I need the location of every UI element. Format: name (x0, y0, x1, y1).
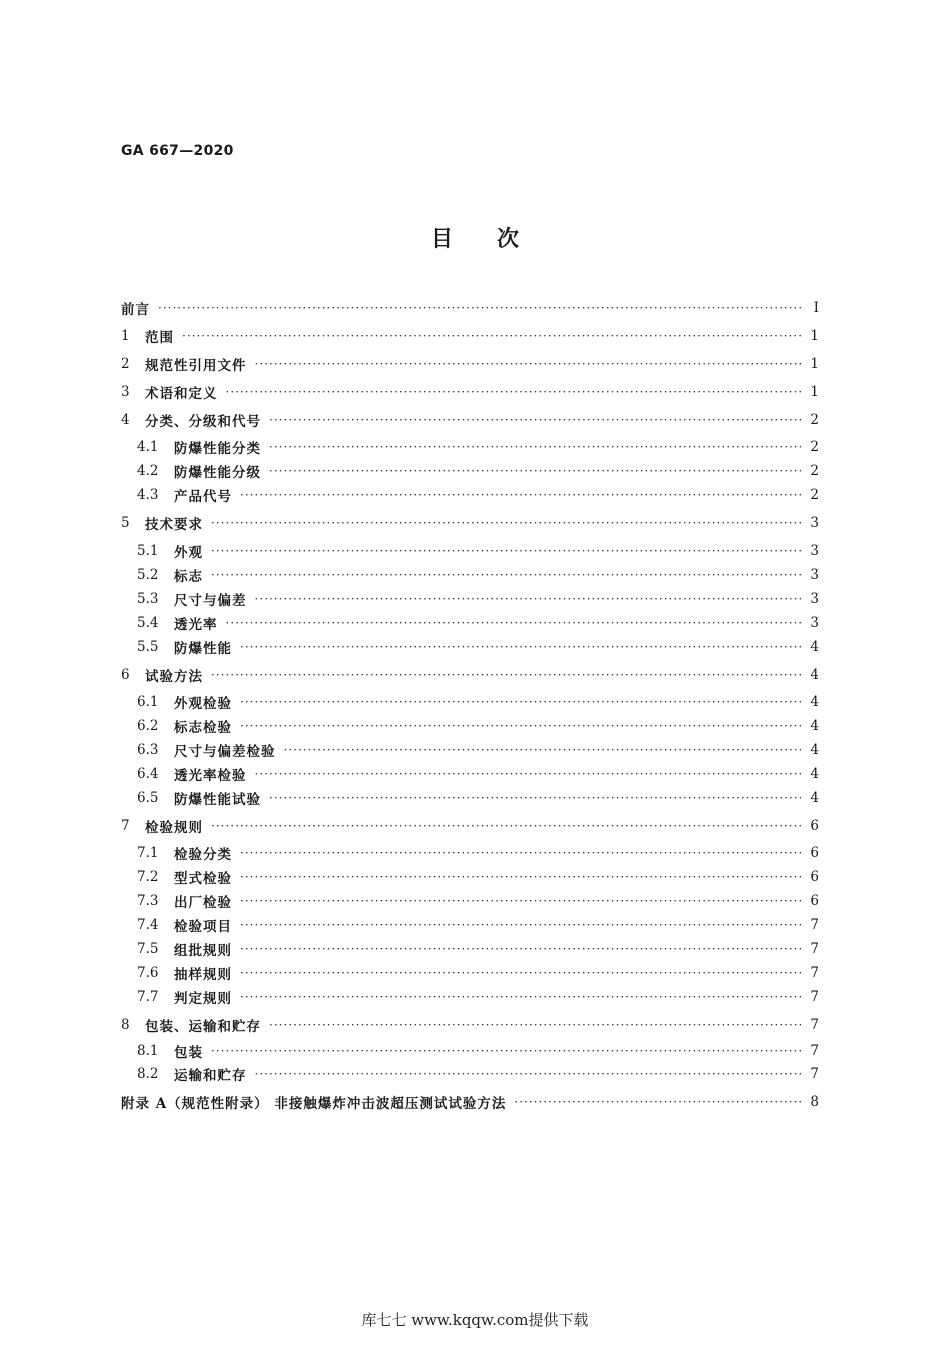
toc-entry-page: 4 (810, 742, 819, 758)
toc-entry-page: 6 (810, 893, 819, 909)
toc-entry-label: 防爆性能试验 (174, 792, 261, 808)
toc-entry-label: 术语和定义 (145, 386, 218, 402)
toc-entry-number: 5.5 (137, 639, 159, 655)
toc-entry-number: 7.1 (137, 845, 159, 861)
toc-leader-dots (240, 485, 801, 505)
toc-entry-number: 2 (121, 356, 130, 372)
toc-leader-dots (226, 613, 802, 633)
toc-leader-dots (158, 298, 801, 318)
toc-entry-label: 前言 (121, 302, 150, 318)
toc-entry[interactable] (121, 298, 819, 318)
toc-entry-page: 8 (810, 1094, 819, 1110)
toc-entry-number: 7.6 (137, 965, 159, 981)
toc-entry[interactable] (121, 513, 819, 533)
toc-entry-label: 检验规则 (145, 820, 203, 836)
toc-entry-label: 包装 (174, 1045, 203, 1061)
toc-leader-dots (240, 987, 801, 1007)
toc-entry-page: 3 (810, 543, 819, 559)
toc-entry-number: 4.3 (137, 487, 159, 503)
toc-entry-label: 规范性引用文件 (145, 358, 247, 374)
toc-leader-dots (211, 541, 801, 561)
toc-entry-label: 透光率 (174, 617, 218, 633)
toc-leader-dots (211, 1041, 801, 1061)
toc-entry-number: 7.5 (137, 941, 159, 957)
toc-entry[interactable] (121, 565, 819, 585)
toc-entry[interactable] (121, 764, 819, 784)
toc-entry-page: 7 (810, 989, 819, 1005)
toc-entry[interactable] (121, 915, 819, 935)
toc-leader-dots (514, 1092, 801, 1112)
toc-entry-label: 产品代号 (174, 489, 232, 505)
toc-entry-page: 2 (810, 412, 819, 428)
toc-entry[interactable] (121, 716, 819, 736)
toc-entry-page: 2 (810, 463, 819, 479)
toc-entry-page: 7 (810, 1066, 819, 1082)
toc-entry[interactable] (121, 816, 819, 836)
toc-leader-dots (240, 963, 801, 983)
toc-entry[interactable] (121, 740, 819, 760)
toc-leader-dots (240, 891, 801, 911)
toc-leader-dots (240, 867, 801, 887)
toc-entry-page: 4 (810, 639, 819, 655)
toc-leader-dots (284, 740, 802, 760)
toc-entry-label: 透光率检验 (174, 768, 247, 784)
toc-leader-dots (240, 716, 801, 736)
toc-entry-page: 4 (810, 694, 819, 710)
toc-leader-dots (255, 1064, 802, 1084)
toc-leader-dots (211, 816, 801, 836)
toc-entry[interactable] (121, 613, 819, 633)
toc-entry-label: 尺寸与偏差 (174, 593, 247, 609)
toc-entry-label: 抽样规则 (174, 967, 232, 983)
toc-entry-page: 4 (810, 718, 819, 734)
toc-entry-page: 6 (810, 845, 819, 861)
toc-entry[interactable] (121, 665, 819, 685)
toc-entry-page: I (813, 300, 819, 316)
toc-entry-label: 附录 A（规范性附录） 非接触爆炸冲击波超压测试试验方法 (121, 1096, 507, 1112)
toc-entry[interactable] (121, 1041, 819, 1061)
toc-entry-page: 1 (810, 384, 819, 400)
toc-entry[interactable] (121, 987, 819, 1007)
toc-leader-dots (269, 461, 801, 481)
toc-entry-page: 3 (810, 591, 819, 607)
footer-source-text: 库七七 www.kqqw.com提供下载 (361, 1311, 589, 1329)
toc-entry-number: 6.2 (137, 718, 159, 734)
toc-entry-page: 3 (810, 615, 819, 631)
toc-entry[interactable] (121, 485, 819, 505)
toc-entry[interactable] (121, 354, 819, 374)
toc-entry[interactable] (121, 382, 819, 402)
toc-leader-dots (211, 565, 801, 585)
toc-entry[interactable] (121, 589, 819, 609)
toc-leader-dots (240, 637, 801, 657)
toc-leader-dots (269, 788, 801, 808)
toc-entry[interactable] (121, 326, 819, 346)
toc-entry[interactable] (121, 843, 819, 863)
toc-leader-dots (269, 437, 801, 457)
toc-leader-dots (255, 589, 802, 609)
toc-leader-dots (211, 665, 801, 685)
toc-entry-number: 4 (121, 412, 130, 428)
toc-entry[interactable] (121, 788, 819, 808)
toc-entry-label: 包装、运输和贮存 (145, 1019, 261, 1035)
toc-entry-label: 组批规则 (174, 943, 232, 959)
toc-entry[interactable] (121, 963, 819, 983)
toc-entry-label: 型式检验 (174, 871, 232, 887)
toc-entry[interactable] (121, 410, 819, 430)
toc-entry[interactable] (121, 437, 819, 457)
toc-entry-page: 6 (810, 818, 819, 834)
toc-entry-page: 7 (810, 1017, 819, 1033)
toc-entry-page: 3 (810, 567, 819, 583)
toc-entry[interactable] (121, 891, 819, 911)
toc-leader-dots (240, 915, 801, 935)
toc-leader-dots (182, 326, 801, 346)
toc-entry-page: 7 (810, 965, 819, 981)
toc-entry-page: 7 (810, 941, 819, 957)
toc-entry-page: 7 (810, 1043, 819, 1059)
toc-entry[interactable] (121, 867, 819, 887)
toc-leader-dots (240, 692, 801, 712)
toc-entry-number: 8 (121, 1017, 130, 1033)
toc-leader-dots (269, 1015, 801, 1035)
toc-entry-number: 5.3 (137, 591, 159, 607)
toc-entry-number: 7.3 (137, 893, 159, 909)
toc-entry-label: 判定规则 (174, 991, 232, 1007)
toc-leader-dots (269, 410, 801, 430)
toc-entry-number: 5.4 (137, 615, 159, 631)
toc-entry-label: 检验分类 (174, 847, 232, 863)
toc-entry-number: 7.4 (137, 917, 159, 933)
toc-entry[interactable] (121, 637, 819, 657)
toc-entry-label: 尺寸与偏差检验 (174, 744, 276, 760)
toc-entry-label: 防爆性能分级 (174, 465, 261, 481)
toc-entry-page: 3 (810, 515, 819, 531)
toc-leader-dots (240, 843, 801, 863)
toc-entry[interactable] (121, 1015, 819, 1035)
toc-entry[interactable] (121, 461, 819, 481)
toc-entry-number: 6 (121, 667, 130, 683)
toc-entry-number: 8.1 (137, 1043, 159, 1059)
document-code: GA 667—2020 (121, 143, 234, 159)
toc-leader-dots (240, 939, 801, 959)
toc-entry-number: 6.4 (137, 766, 159, 782)
toc-entry[interactable] (121, 939, 819, 959)
toc-entry-number: 7.2 (137, 869, 159, 885)
toc-entry-page: 2 (810, 439, 819, 455)
toc-entry-page: 1 (810, 356, 819, 372)
toc-entry-number: 4.2 (137, 463, 159, 479)
toc-leader-dots (226, 382, 802, 402)
toc-entry-number: 4.1 (137, 439, 159, 455)
toc-entry-number: 1 (121, 328, 130, 344)
toc-entry-label: 防爆性能 (174, 641, 232, 657)
toc-entry-page: 6 (810, 869, 819, 885)
toc-entry-number: 6.3 (137, 742, 159, 758)
toc-entry-label: 防爆性能分类 (174, 441, 261, 457)
toc-entry-label: 范围 (145, 330, 174, 346)
toc-title: 目次 (430, 227, 563, 252)
toc-entry-page: 4 (810, 766, 819, 782)
toc-entry-number: 8.2 (137, 1066, 159, 1082)
toc-entry-label: 技术要求 (145, 517, 203, 533)
toc-entry-number: 7.7 (137, 989, 159, 1005)
toc-entry-number: 6.5 (137, 790, 159, 806)
toc-entry-number: 5.2 (137, 567, 159, 583)
toc-entry-label: 运输和贮存 (174, 1068, 247, 1084)
toc-entry-label: 标志检验 (174, 720, 232, 736)
toc-entry-page: 4 (810, 667, 819, 683)
toc-entry-number: 3 (121, 384, 130, 400)
toc-entry-number: 6.1 (137, 694, 159, 710)
toc-entry-label: 外观检验 (174, 696, 232, 712)
toc-entry-number: 5 (121, 515, 130, 531)
toc-entry[interactable] (121, 1092, 819, 1112)
toc-entry-page: 1 (810, 328, 819, 344)
toc-entry-label: 检验项目 (174, 919, 232, 935)
toc-entry-page: 4 (810, 790, 819, 806)
toc-entry-number: 5.1 (137, 543, 159, 559)
toc-entry-page: 7 (810, 917, 819, 933)
toc-leader-dots (255, 354, 802, 374)
toc-entry-label: 分类、分级和代号 (145, 414, 261, 430)
toc-entry-label: 出厂检验 (174, 895, 232, 911)
toc-entry[interactable] (121, 1064, 819, 1084)
toc-entry-label: 外观 (174, 545, 203, 561)
toc-entry[interactable] (121, 692, 819, 712)
toc-leader-dots (255, 764, 802, 784)
toc-leader-dots (211, 513, 801, 533)
toc-entry[interactable] (121, 541, 819, 561)
toc-entry-number: 7 (121, 818, 130, 834)
toc-entry-page: 2 (810, 487, 819, 503)
toc-entry-label: 试验方法 (145, 669, 203, 685)
toc-entry-label: 标志 (174, 569, 203, 585)
